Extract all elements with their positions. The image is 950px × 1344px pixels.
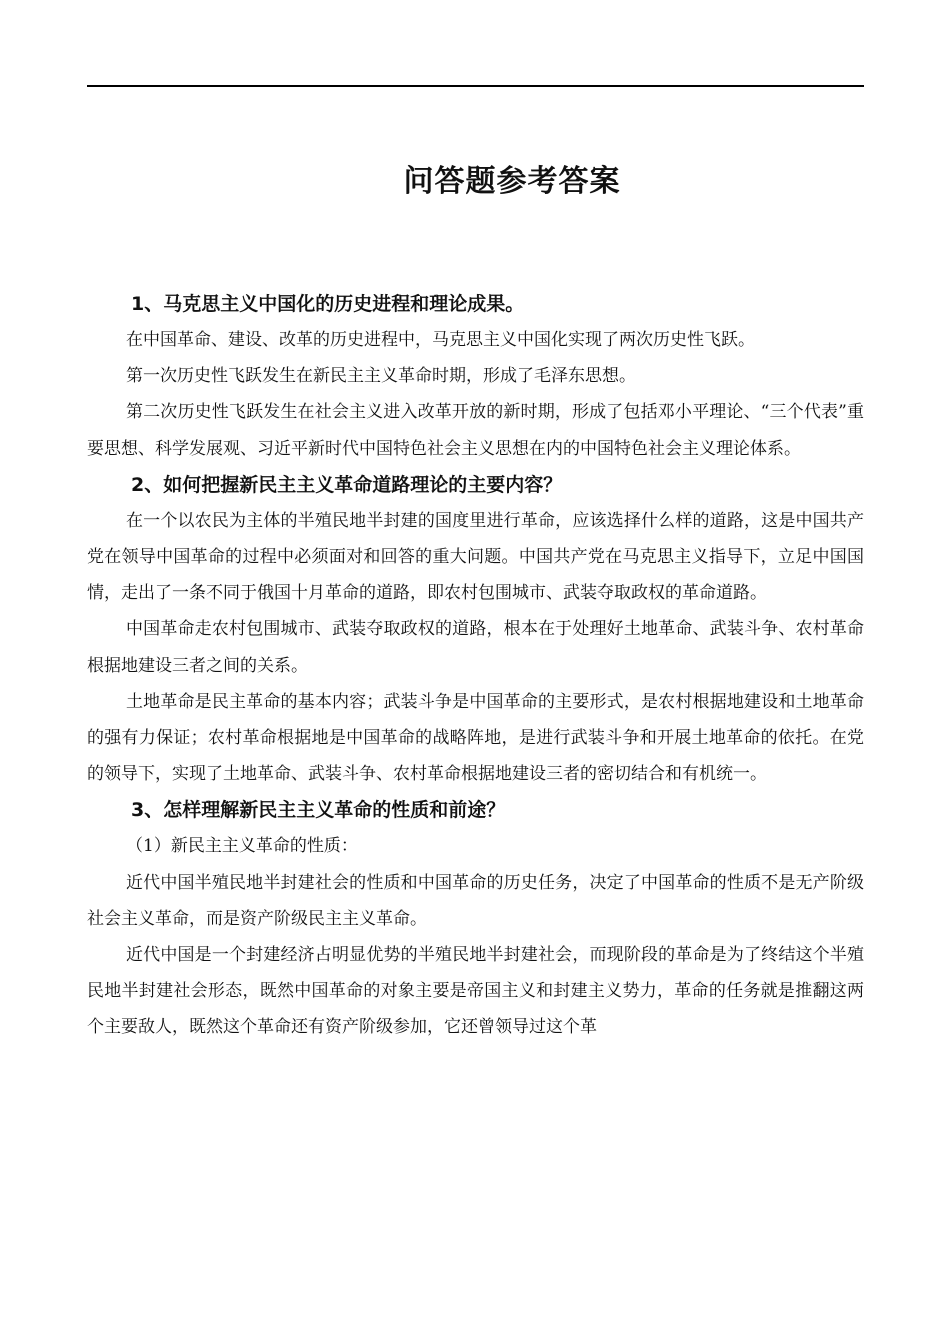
paragraph: 在一个以农民为主体的半殖民地半封建的国度里进行革命，应该选择什么样的道路，这是中国共产党在领导中国革命的过程中必须面对和回答的重大问题。中国共产党在马克思主义指导下，立足中国国情，走出了一条不同于俄国十月革命的道路，即农村包围城市、武装夺取政权的革命道路。 [87,510,864,604]
header-rule [87,85,864,87]
section-heading: 2、如何把握新民主主义革命道路理论的主要内容？ [131,473,563,496]
paragraph: 中国革命走农村包围城市、武装夺取政权的道路，根本在于处理好土地革命、武装斗争、农村革命根据地建设三者之间的关系。 [87,619,864,676]
section-heading: 3、怎样理解新民主主义革命的性质和前途？ [131,799,506,822]
paragraph: 第一次历史性飞跃发生在新民主主义革命时期，形成了毛泽东思想。 [126,366,636,387]
sub-heading: （1）新民主主义革命的性质： [126,836,358,857]
paragraph: 近代中国是一个封建经济占明显优势的半殖民地半封建社会，而现阶段的革命是为了终结这个半殖民地半封建社会形态，既然中国革命的对象主要是帝国主义和封建主义势力，革命的任务就是推翻这两个主要敌人，既然这个革命还有资产阶级参加，它还曾领导过这个革 [87,945,864,1038]
paragraph: 在中国革命、建设、改革的历史进程中，马克思主义中国化实现了两次历史性飞跃。 [126,330,755,350]
paragraph: 近代中国半殖民地半封建社会的性质和中国革命的历史任务，决定了中国革命的性质不是无产阶级社会主义革命，而是资产阶级民主主义革命。 [87,872,864,929]
paragraph: 土地革命是民主革命的基本内容；武装斗争是中国革命的主要形式，是农村根据地建设和土地革命的强有力保证；农村革命根据地是中国革命的战略阵地，是进行武装斗争和开展土地革命的依托。在党的领导下，实现了土地革命、武装斗争、农村革命根据地建设三者的密切结合和有机统一。 [87,691,864,785]
paragraph: 第二次历史性飞跃发生在社会主义进入改革开放的新时期，形成了包括邓小平理论、“三个代表”重要思想、科学发展观、习近平新时代中国特色社会主义思想在内的中国特色社会主义理论体系。 [87,402,864,459]
document-body [87,286,864,1046]
page-title: 问答题参考答案 [403,164,621,199]
section-heading: 1、马克思主义中国化的历史进程和理论成果。 [131,293,525,315]
